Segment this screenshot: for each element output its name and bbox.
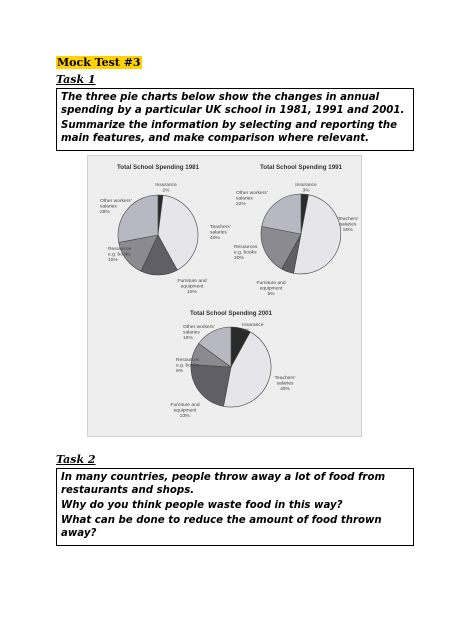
- slice-label: salaries: [210, 230, 227, 236]
- slice-label: 15%: [187, 290, 197, 296]
- slice-label: 2%: [162, 188, 170, 194]
- task2-paragraph-3: What can be done to reduce the amount of food thrown away?: [61, 515, 382, 539]
- slice-label: salaries: [100, 204, 117, 210]
- slice-label: salaries: [339, 222, 357, 228]
- slice-label: equipment: [180, 284, 204, 290]
- mock-test-heading: Mock Test #3: [57, 56, 141, 69]
- slice-label: Teachers': [274, 376, 296, 381]
- slice-label: Resources: [108, 247, 132, 252]
- slice-label: Furniture and: [256, 281, 286, 286]
- pie-slice: [191, 364, 231, 406]
- slice-label: 3%: [302, 188, 310, 194]
- slice-label: Other workers': [236, 191, 268, 196]
- slice-label: 40%: [210, 236, 220, 242]
- slice-label: 22%: [236, 202, 246, 208]
- slice-label: e.g. books: [108, 252, 131, 258]
- slice-label: 15%: [183, 336, 193, 342]
- slice-label: e.g. books: [176, 363, 199, 369]
- slice-label: 9%: [176, 369, 184, 375]
- chart-title: Total School Spending 1991: [259, 164, 343, 171]
- slice-label: Resources: [234, 245, 258, 250]
- slice-label: 45%: [280, 387, 290, 393]
- slice-label: equipment: [173, 408, 197, 414]
- slice-label: Resources: [176, 358, 200, 363]
- pie-charts-figure: [87, 155, 362, 437]
- slice-label: Insurance: [295, 183, 317, 188]
- slice-label: salaries: [236, 196, 253, 202]
- slice-label: Other workers': [100, 199, 132, 204]
- task1-prompt-box: [56, 88, 414, 151]
- task1-paragraph-1: The three pie charts below show the changes in annual spending by a particular UK school in 1981, 1991 and 2001.: [61, 92, 405, 116]
- slice-label: 20%: [234, 256, 244, 262]
- slice-label: 23%: [180, 414, 190, 420]
- task2-label: Task 2: [56, 453, 96, 466]
- task1-label: Task 1: [56, 73, 96, 86]
- chart-title: Total School Spending 1981: [116, 164, 200, 171]
- slice-label: Furniture and: [177, 279, 207, 284]
- slice-label: e.g. books: [234, 250, 257, 256]
- slice-label: Teachers': [337, 217, 359, 222]
- slice-label: salaries: [183, 330, 200, 336]
- slice-label: Furniture and: [170, 403, 200, 408]
- slice-label: Insurance: [155, 183, 177, 188]
- slice-label: salaries: [276, 381, 294, 387]
- task2-paragraph-2: Why do you think people waste food in this way?: [61, 500, 343, 511]
- slice-label: Insurance: [242, 323, 264, 328]
- task2-paragraph-1: In many countries, people throw away a lot of food from restaurants and shops.: [61, 472, 386, 496]
- task1-paragraph-2: Summarize the information by selecting and reporting the main features, and make comparison where relevant.: [61, 120, 398, 144]
- slice-label: 5%: [267, 292, 275, 298]
- slice-label: 8%: [242, 328, 250, 334]
- pie-charts-svg: [88, 156, 361, 436]
- slice-label: Other workers': [183, 325, 215, 330]
- slice-label: 50%: [343, 228, 353, 234]
- slice-label: Teachers': [210, 225, 231, 230]
- slice-label: 28%: [100, 210, 110, 216]
- slice-label: equipment: [259, 286, 283, 292]
- chart-title: Total School Spending 2001: [189, 310, 273, 317]
- task2-prompt-box: [56, 468, 414, 546]
- slice-label: 15%: [108, 258, 118, 264]
